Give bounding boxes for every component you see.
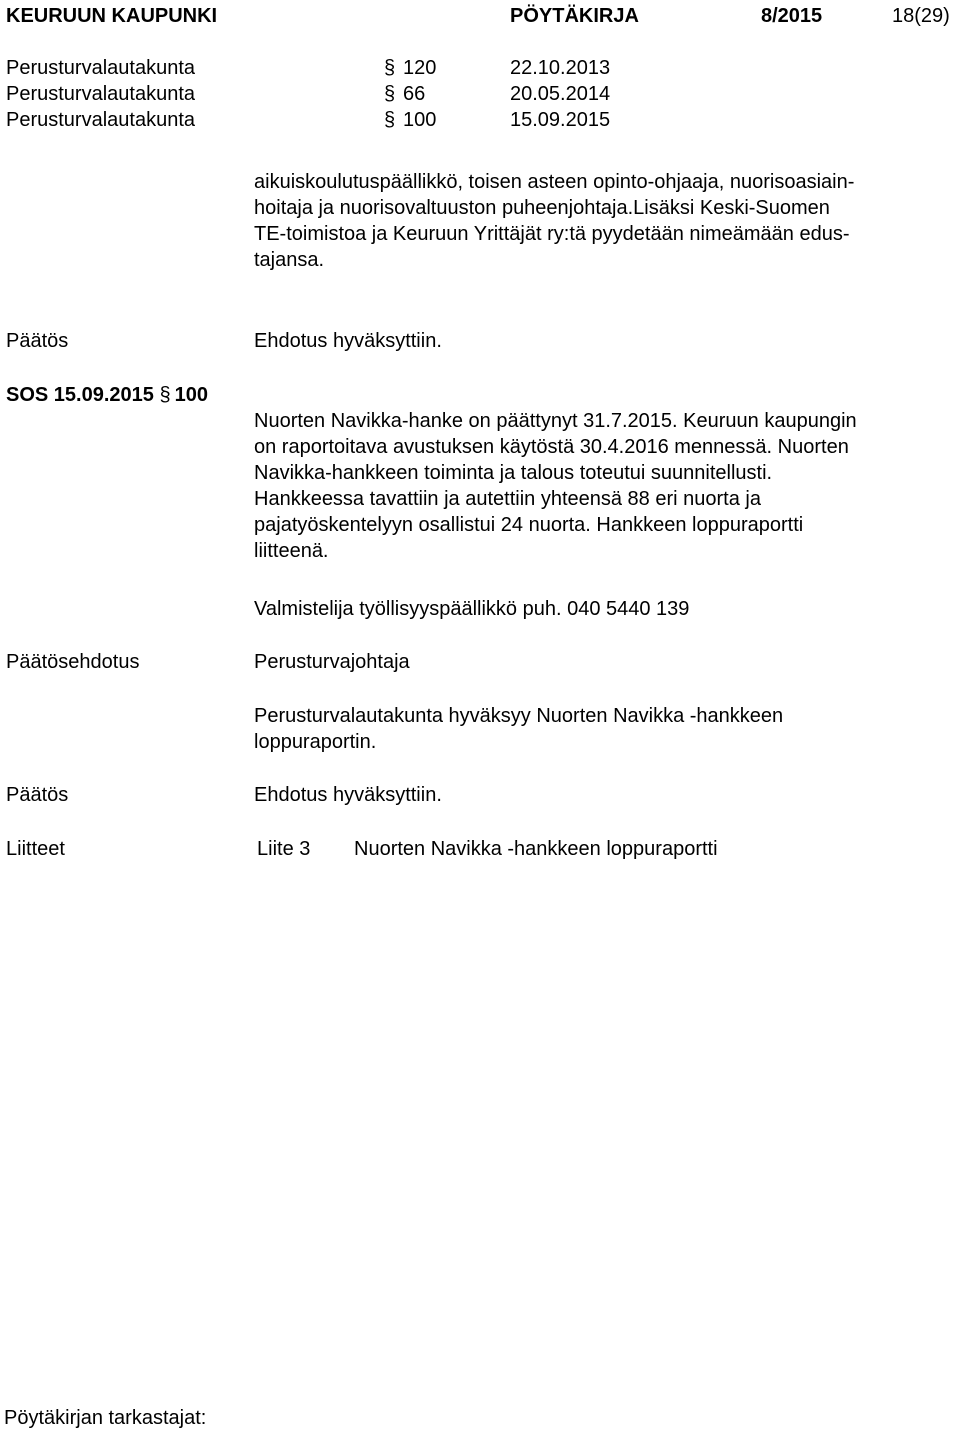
attachment-id: Liite 3: [257, 838, 311, 860]
section-heading: [6, 382, 208, 408]
section-icon: §: [384, 109, 396, 131]
text-line: hoitaja ja nuorisovaltuuston puheenjohtaja.Lisäksi Keski-Suomen: [254, 197, 830, 219]
text-line: tajansa.: [254, 249, 325, 271]
proposal-author: Perusturvajohtaja: [254, 651, 410, 673]
decision-text: Ehdotus hyväksyttiin.: [254, 784, 442, 806]
proposal-paragraph: [254, 703, 954, 755]
attachments-label: Liitteet: [6, 838, 65, 860]
section-icon: §: [384, 57, 396, 79]
text-line: on raportoitava avustuksen käytöstä 30.4.2016 mennessä. Nuorten: [254, 436, 849, 458]
meeting-body: Perusturvalautakunta: [6, 109, 196, 131]
page-number: 18(29): [892, 5, 950, 27]
decision-label: Päätös: [6, 784, 69, 806]
continued-paragraph: [254, 169, 954, 273]
meeting-date: 22.10.2013: [510, 57, 611, 79]
sos-number: 100: [174, 384, 208, 406]
section-icon: §: [159, 384, 171, 406]
meeting-history-row: [6, 107, 706, 133]
text-line: aikuiskoulutuspäällikkö, toisen asteen opinto-ohjaaja, nuorisoasiain-: [254, 171, 855, 193]
municipality-name: KEURUUN KAUPUNKI: [6, 5, 218, 27]
preparer-info: Valmistelija työllisyyspäällikkö puh. 040 5440 139: [254, 598, 690, 620]
text-line: pajatyöskentelyyn osallistui 24 nuorta. Hankkeen loppuraportti: [254, 514, 804, 536]
text-line: Navikka-hankkeen toiminta ja talous toteutui suunnitellusti.: [254, 462, 773, 484]
meeting-history-row: [6, 81, 706, 107]
meeting-section: 100: [403, 109, 437, 131]
meeting-body: Perusturvalautakunta: [6, 83, 196, 105]
attachment-title: Nuorten Navikka -hankkeen loppuraportti: [354, 838, 718, 860]
text-line: Hankkeessa tavattiin ja autettiin yhteensä 88 eri nuorta ja: [254, 488, 761, 510]
meeting-section: 120: [403, 57, 437, 79]
meeting-date: 15.09.2015: [510, 109, 611, 131]
proposal-label: Päätösehdotus: [6, 651, 140, 673]
meeting-section: 66: [403, 83, 426, 105]
decision-text: Ehdotus hyväksyttiin.: [254, 330, 442, 352]
footer-reviewers: Pöytäkirjan tarkastajat:: [4, 1407, 207, 1429]
text-line: liitteenä.: [254, 540, 329, 562]
text-line: Nuorten Navikka-hanke on päättynyt 31.7.2015. Keuruun kaupungin: [254, 410, 857, 432]
section-icon: §: [384, 83, 396, 105]
document-type: PÖYTÄKIRJA: [510, 5, 639, 27]
body-paragraph: [254, 408, 954, 564]
text-line: TE-toimistoa ja Keuruun Yrittäjät ry:tä pyydetään nimeämään edus-: [254, 223, 850, 245]
sos-label: SOS 15.09.2015: [6, 384, 154, 406]
meeting-date: 20.05.2014: [510, 83, 611, 105]
text-line: loppuraportin.: [254, 731, 377, 753]
text-line: Perusturvalautakunta hyväksyy Nuorten Navikka -hankkeen: [254, 705, 784, 727]
decision-label: Päätös: [6, 330, 69, 352]
meeting-body: Perusturvalautakunta: [6, 57, 196, 79]
document-number: 8/2015: [761, 5, 823, 27]
meeting-history-row: [6, 55, 706, 81]
